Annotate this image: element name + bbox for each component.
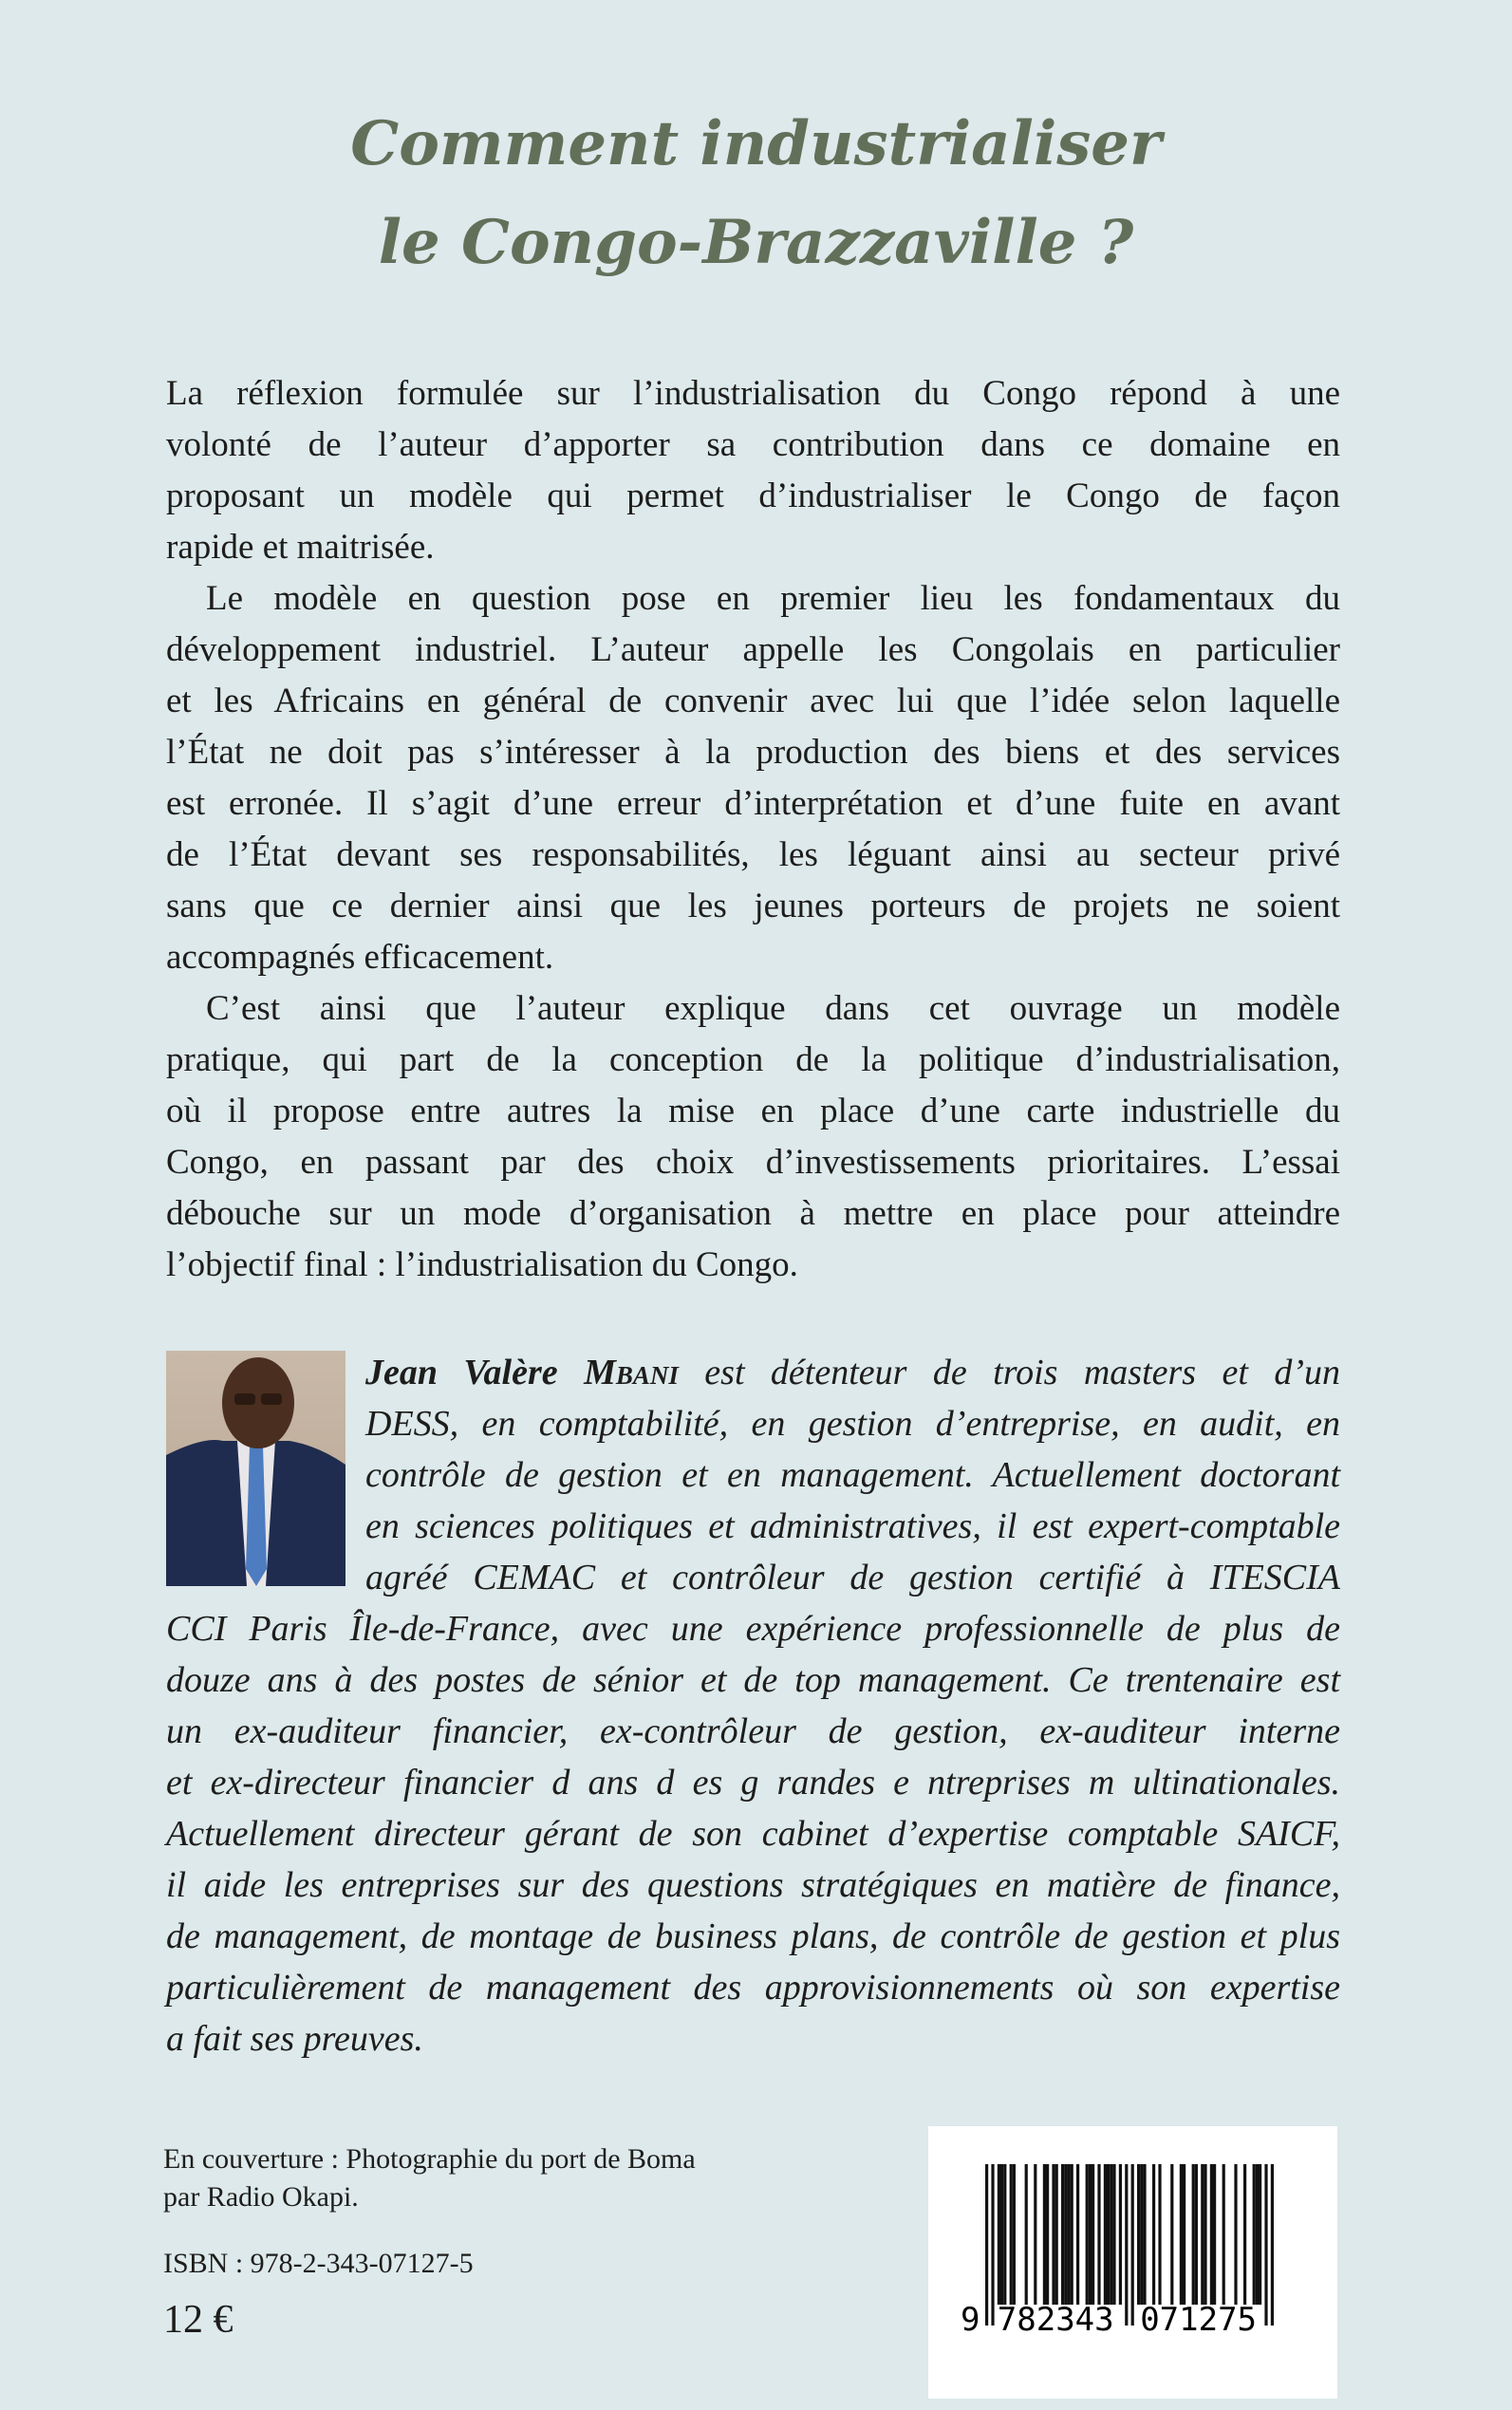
barcode-bar [1086, 2164, 1089, 2305]
barcode-bar [1034, 2164, 1036, 2305]
summary-line: développement industriel. L’auteur appelle les Congolais en particulier [166, 630, 1340, 669]
barcode-bar [1112, 2164, 1115, 2305]
barcode-bar [1183, 2164, 1185, 2305]
barcode-bar [1204, 2164, 1206, 2305]
credit-line: En couverture : Photographie du port de Boma [163, 2143, 696, 2175]
barcode-bar [1067, 2164, 1070, 2305]
summary-line: C’est ainsi que l’auteur explique dans cet ouvrage un modèle [206, 989, 1340, 1028]
barcode-bar [1013, 2164, 1016, 2305]
barcode-bar [1110, 2164, 1112, 2305]
barcode-bar [1052, 2164, 1055, 2305]
bio-line: contrôle de gestion et en management. Actuellement doctorant [365, 1455, 1340, 1495]
barcode-bar [1234, 2164, 1237, 2305]
barcode-bar [1003, 2164, 1006, 2305]
barcode-digits: 782343 [997, 2301, 1114, 2339]
barcode-bar [1043, 2164, 1046, 2305]
barcode-bar [991, 2164, 994, 2326]
barcode-bar [985, 2164, 988, 2326]
title-line-2: le Congo-Brazzaville ? [378, 207, 1134, 278]
credit-line: par Radio Okapi. [163, 2181, 359, 2213]
barcode-bar [1107, 2164, 1110, 2305]
book-title [0, 95, 1512, 292]
barcode-bar [1271, 2164, 1274, 2326]
bio-line: et ex-directeur financier d ans d es g randes e ntreprises m ultinationales. [166, 1763, 1340, 1803]
barcode-bar [1000, 2164, 1003, 2305]
barcode [928, 2126, 1337, 2399]
summary-line: où il propose entre autres la mise en place d’une carte industrielle du [166, 1092, 1340, 1130]
barcode-bar [1256, 2164, 1259, 2305]
bio-line: CCI Paris Île-de-France, avec une expérience professionnelle de plus de [166, 1609, 1340, 1649]
barcode-bar [1119, 2164, 1122, 2305]
barcode-bar [1152, 2164, 1155, 2305]
barcode-digits: 071275 [1140, 2301, 1258, 2339]
summary-line: sans que ce dernier ainsi que les jeunes porteurs de projets ne soient [166, 887, 1340, 925]
barcode-bar [1213, 2164, 1216, 2305]
summary-line: et les Africains en général de convenir avec lui que l’idée selon laquelle [166, 682, 1340, 720]
barcode-bar [1025, 2164, 1028, 2305]
bio-line: douze ans à des postes de sénior et de top management. Ce trentenaire est [166, 1660, 1340, 1700]
barcode-bar [1140, 2164, 1143, 2305]
bio-line: Actuellement directeur gérant de son cabinet d’expertise comptable SAICF, [166, 1814, 1340, 1854]
barcode-bar [1064, 2164, 1067, 2305]
barcode-bar [1195, 2164, 1198, 2305]
summary-line: pratique, qui part de la conception de la politique d’industrialisation, [166, 1040, 1340, 1079]
barcode-bar [1223, 2164, 1225, 2305]
summary-line: est erronée. Il s’agit d’une erreur d’interprétation et d’une fuite en avant [166, 784, 1340, 823]
barcode-bar [1092, 2164, 1094, 2305]
barcode-digits: 9 [961, 2301, 980, 2339]
title-line-1: Comment industrialiser [350, 108, 1162, 179]
barcode-bar [1089, 2164, 1092, 2305]
bio-line: Jean Valère Mbani est détenteur de trois masters et d’un [365, 1353, 1340, 1392]
summary-line: de l’État devant ses responsabilités, les léguant ainsi au secteur privé [166, 835, 1340, 874]
barcode-bar [1201, 2164, 1204, 2305]
barcode-bar [1264, 2164, 1267, 2326]
book-summary [166, 368, 1340, 1291]
barcode-bar [1097, 2164, 1100, 2305]
price: 12 € [163, 2298, 233, 2342]
summary-line: proposant un modèle qui permet d’industrialiser le Congo de façon [166, 476, 1340, 515]
author-name: Jean Valère Mbani [365, 1353, 679, 1392]
bio-line: en sciences politiques et administratives, il est expert-comptable [365, 1506, 1340, 1546]
bio-line: particulièrement de management des approvisionnements où son expertise [166, 1968, 1340, 2008]
barcode-bar [1104, 2164, 1107, 2305]
barcode-bar [1259, 2164, 1261, 2305]
summary-line: Congo, en passant par des choix d’investissements prioritaires. L’essai [166, 1143, 1340, 1182]
barcode-bar [1076, 2164, 1079, 2305]
barcode-bar [1243, 2164, 1246, 2305]
barcode-bar [1055, 2164, 1058, 2305]
bio-line: DESS, en comptabilité, en gestion d’entreprise, en audit, en [365, 1404, 1340, 1444]
author-bio [166, 1347, 1340, 2064]
bio-line: un ex-auditeur financier, ex-contrôleur de gestion, ex-auditeur interne [166, 1711, 1340, 1751]
barcode-bar [1210, 2164, 1213, 2305]
barcode-bar [1158, 2164, 1161, 2305]
barcode-bar [998, 2164, 1000, 2305]
barcode-bar [1010, 2164, 1013, 2305]
barcode-bar [1061, 2164, 1064, 2305]
barcode-bar [1170, 2164, 1173, 2305]
summary-line: rapide et maitrisée. [166, 528, 435, 567]
barcode-bar [1125, 2164, 1128, 2326]
summary-line: Le modèle en question pose en premier lieu les fondamentaux du [206, 579, 1340, 618]
barcode-bar [1131, 2164, 1134, 2326]
cover-credits [163, 2140, 696, 2216]
barcode-bar [1046, 2164, 1049, 2305]
barcode-bar [1253, 2164, 1256, 2305]
barcode-bar [1071, 2164, 1073, 2305]
barcode-bar [1192, 2164, 1195, 2305]
barcode-bar [1137, 2164, 1140, 2305]
barcode-bar [1143, 2164, 1146, 2305]
summary-line: l’État ne doit pas s’intéresser à la production des biens et des services [166, 733, 1340, 772]
summary-line: La réflexion formulée sur l’industrialisation du Congo répond à une [166, 374, 1340, 413]
summary-line: débouche sur un mode d’organisation à mettre en place pour atteindre [166, 1194, 1340, 1233]
summary-line: volonté de l’auteur d’apporter sa contribution dans ce domaine en [166, 425, 1340, 464]
summary-line: l’objectif final : l’industrialisation du Congo. [166, 1245, 798, 1284]
bio-line: a fait ses preuves. [166, 2019, 423, 2059]
bio-line: agréé CEMAC et contrôleur de gestion certifié à ITESCIA [365, 1558, 1340, 1597]
barcode-bar [1180, 2164, 1183, 2305]
summary-line: accompagnés efficacement. [166, 938, 554, 977]
bio-line: il aide les entreprises sur des questions stratégiques en matière de finance, [166, 1865, 1340, 1905]
isbn: ISBN : 978-2-343-07127-5 [163, 2248, 474, 2279]
bio-line: de management, de montage de business plans, de contrôle de gestion et plus [166, 1916, 1340, 1956]
